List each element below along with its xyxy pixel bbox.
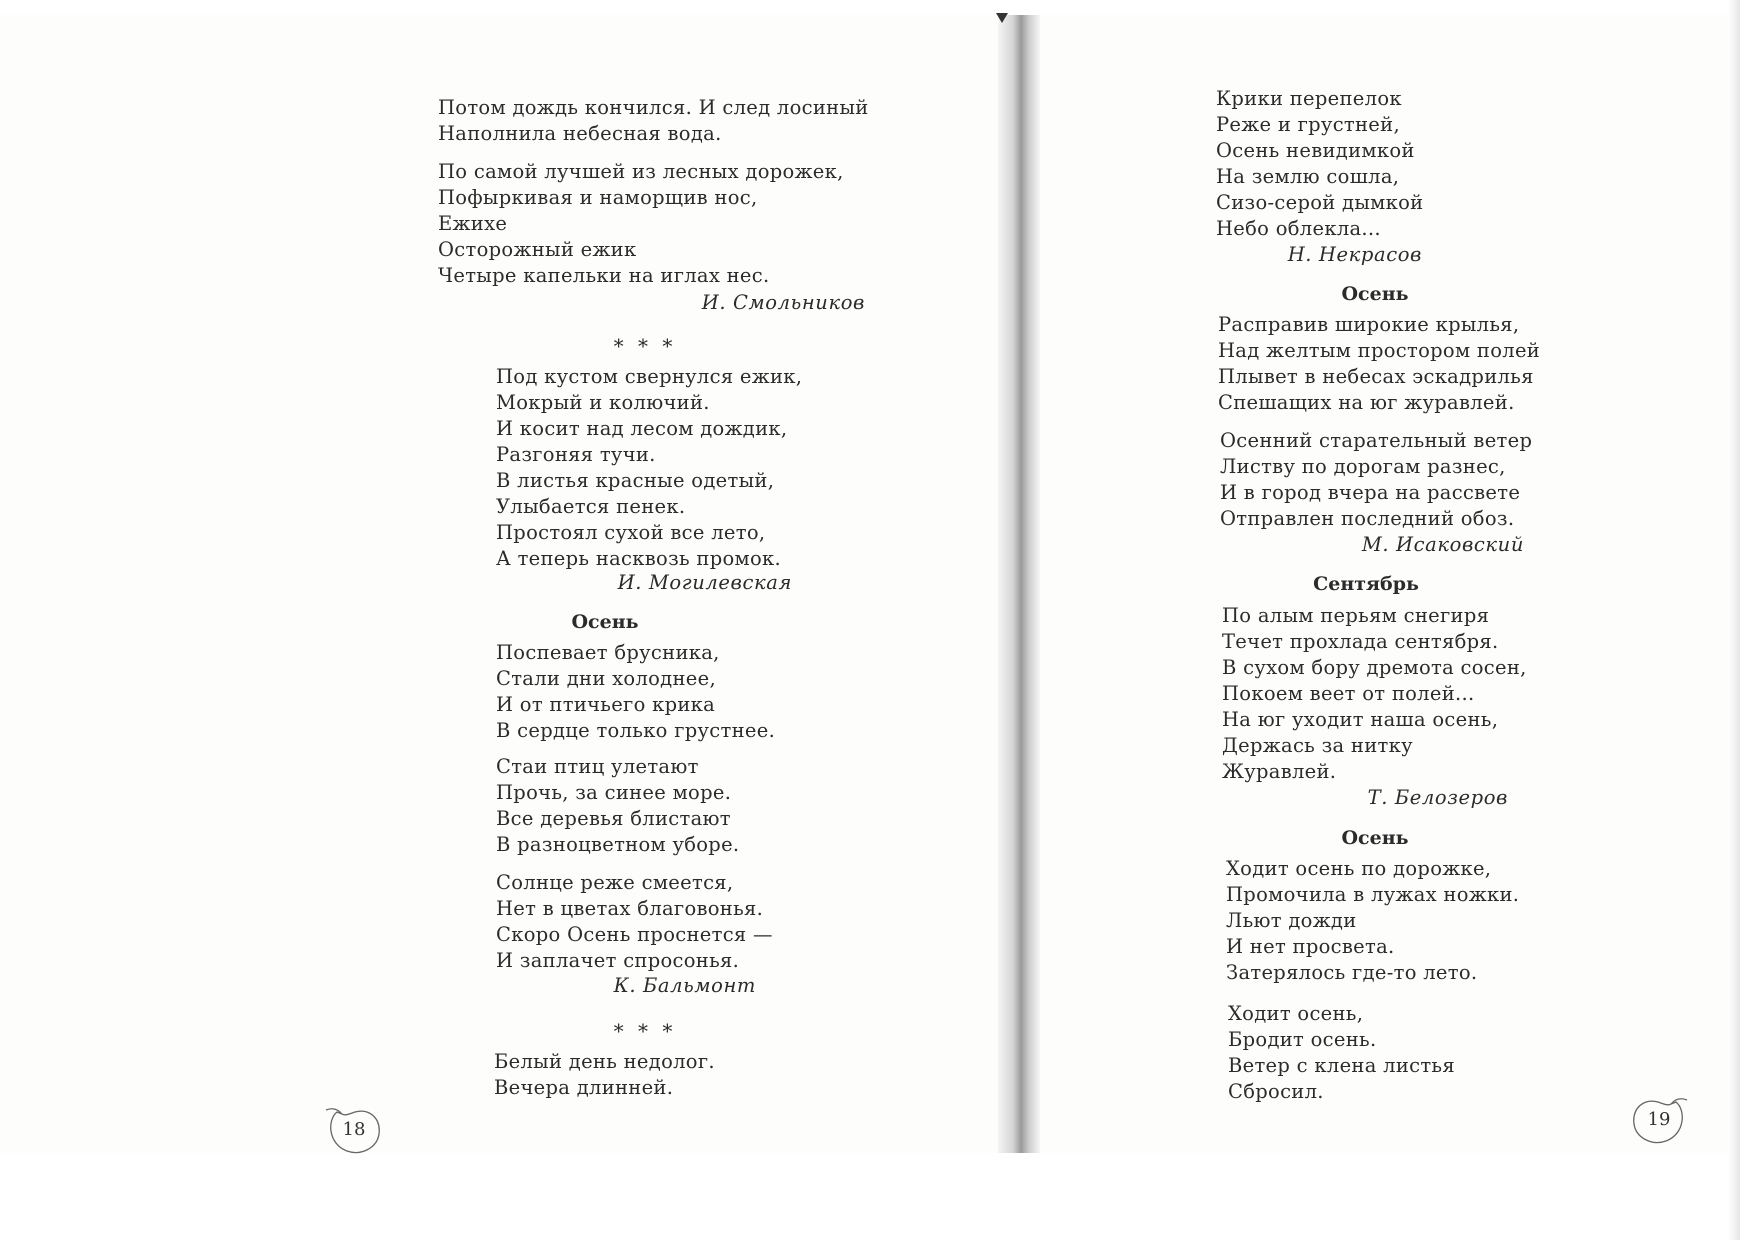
verse-line: Мокрый и колючий. xyxy=(496,391,710,414)
verse-line: Ветер с клена листья xyxy=(1228,1054,1455,1077)
verse-line: Крики перепелок xyxy=(1216,87,1402,110)
verse-line: Льют дожди xyxy=(1226,909,1357,932)
left-page-number-text: 18 xyxy=(342,1119,366,1140)
verse-line: Пофыркивая и наморщив нос, xyxy=(438,186,758,209)
left-stanza-g xyxy=(494,1049,715,1101)
verse-line: Покоем веет от полей... xyxy=(1222,682,1475,705)
verse-line: Наполнила небесная вода. xyxy=(438,122,722,145)
verse-line: Все деревья блистают xyxy=(496,807,731,830)
left-title-osen: Осень xyxy=(571,611,639,633)
verse-line: Листву по дорогам разнес, xyxy=(1220,455,1506,478)
page-edge xyxy=(1728,0,1740,1240)
right-stanza-e xyxy=(1226,856,1519,986)
verse-line: Улыбается пенек. xyxy=(496,495,686,518)
left-stanza-b xyxy=(438,159,844,289)
verse-line: В сухом бору дремота сосен, xyxy=(1222,656,1527,679)
left-stanza-a xyxy=(438,95,869,147)
verse-line: Ежихе xyxy=(438,212,508,235)
verse-line: И в город вчера на рассвете xyxy=(1220,481,1521,504)
right-author-isakovsky: М. Исаковский xyxy=(1361,533,1524,556)
verse-line: Отправлен последний обоз. xyxy=(1220,507,1515,530)
verse-line: Течет прохлада сентября. xyxy=(1222,630,1499,653)
right-title-osen-2: Осень xyxy=(1341,827,1409,849)
verse-line: Разгоняя тучи. xyxy=(496,443,656,466)
verse-line: Затерялось где-то лето. xyxy=(1226,961,1478,984)
right-stanza-d xyxy=(1222,603,1527,785)
verse-line: А теперь насквозь промок. xyxy=(496,547,782,570)
left-author-mogilevskaya: И. Могилевская xyxy=(617,571,792,594)
verse-line: И косит над лесом дождик, xyxy=(496,417,788,440)
left-author-smolnikov: И. Смольников xyxy=(701,291,865,314)
verse-line: Держась за нитку xyxy=(1222,734,1413,757)
left-stanza-c xyxy=(496,364,802,572)
verse-line: Скоро Осень проснется — xyxy=(496,923,773,946)
verse-line: Сбросил. xyxy=(1228,1080,1324,1103)
verse-line: Прочь, за синее море. xyxy=(496,781,732,804)
verse-line: И нет просвета. xyxy=(1226,935,1395,958)
verse-line: По самой лучшей из лесных дорожек, xyxy=(438,160,844,183)
verse-line: Под кустом свернулся ежик, xyxy=(496,365,803,388)
verse-line: Бродит осень. xyxy=(1228,1028,1377,1051)
verse-line: И от птичьего крика xyxy=(496,693,716,716)
verse-line: Журавлей. xyxy=(1222,760,1337,783)
verse-line: Осень невидимкой xyxy=(1216,139,1415,162)
verse-line: Осенний старательный ветер xyxy=(1220,429,1533,452)
right-title-osen-1: Осень xyxy=(1341,283,1409,305)
verse-line: Небо облекла... xyxy=(1216,217,1381,240)
right-stanza-a xyxy=(1216,86,1423,242)
verse-line: Осторожный ежик xyxy=(438,238,637,261)
verse-line: На землю сошла, xyxy=(1216,165,1400,188)
verse-line: Вечера длинней. xyxy=(494,1076,674,1099)
left-stanza-e xyxy=(496,754,739,858)
left-author-balmont: К. Бальмонт xyxy=(613,974,756,997)
verse-line: Спешащих на юг журавлей. xyxy=(1218,391,1515,414)
verse-line: В разноцветном уборе. xyxy=(496,833,740,856)
verse-line: Ходит осень, xyxy=(1228,1002,1364,1025)
verse-line: Четыре капельки на иглах нес. xyxy=(438,264,770,287)
right-author-nekrasov: Н. Некрасов xyxy=(1287,243,1422,266)
right-stanza-c xyxy=(1220,428,1532,532)
left-separator-1: * * * xyxy=(613,334,677,358)
verse-line: Сизо-серой дымкой xyxy=(1216,191,1424,214)
right-page-number-text: 19 xyxy=(1647,1109,1671,1130)
right-page-number xyxy=(1630,1092,1688,1146)
spine-mark xyxy=(996,13,1008,23)
verse-line: Стаи птиц улетают xyxy=(496,755,699,778)
verse-line: Расправив широкие крылья, xyxy=(1218,313,1520,336)
verse-line: В сердце только грустнее. xyxy=(496,719,776,742)
book-spine xyxy=(998,15,1040,1153)
left-page-number xyxy=(325,1102,383,1156)
verse-line: Поспевает брусника, xyxy=(496,641,720,664)
verse-line: Плывет в небесах эскадрилья xyxy=(1218,365,1534,388)
verse-line: Потом дождь кончился. И след лосиный xyxy=(438,96,869,119)
right-author-belozerov: Т. Белозеров xyxy=(1367,786,1508,809)
verse-line: Реже и грустней, xyxy=(1216,113,1400,136)
verse-line: В листья красные одетый, xyxy=(496,469,775,492)
left-stanza-f xyxy=(496,870,773,974)
verse-line: Солнце реже смеется, xyxy=(496,871,734,894)
verse-line: На юг уходит наша осень, xyxy=(1222,708,1499,731)
verse-line: И заплачет спросонья. xyxy=(496,949,740,972)
right-stanza-f xyxy=(1228,1001,1455,1105)
verse-line: Нет в цветах благовонья. xyxy=(496,897,764,920)
verse-line: Промочила в лужах ножки. xyxy=(1226,883,1520,906)
verse-line: Белый день недолог. xyxy=(494,1050,715,1073)
verse-line: Ходит осень по дорожке, xyxy=(1226,857,1492,880)
verse-line: По алым перьям снегиря xyxy=(1222,604,1490,627)
right-title-sentyabr: Сентябрь xyxy=(1313,573,1419,595)
left-separator-2: * * * xyxy=(613,1019,677,1043)
right-stanza-b xyxy=(1218,312,1540,416)
verse-line: Простоял сухой все лето, xyxy=(496,521,766,544)
verse-line: Стали дни холоднее, xyxy=(496,667,716,690)
left-stanza-d xyxy=(496,640,775,744)
verse-line: Над желтым простором полей xyxy=(1218,339,1541,362)
